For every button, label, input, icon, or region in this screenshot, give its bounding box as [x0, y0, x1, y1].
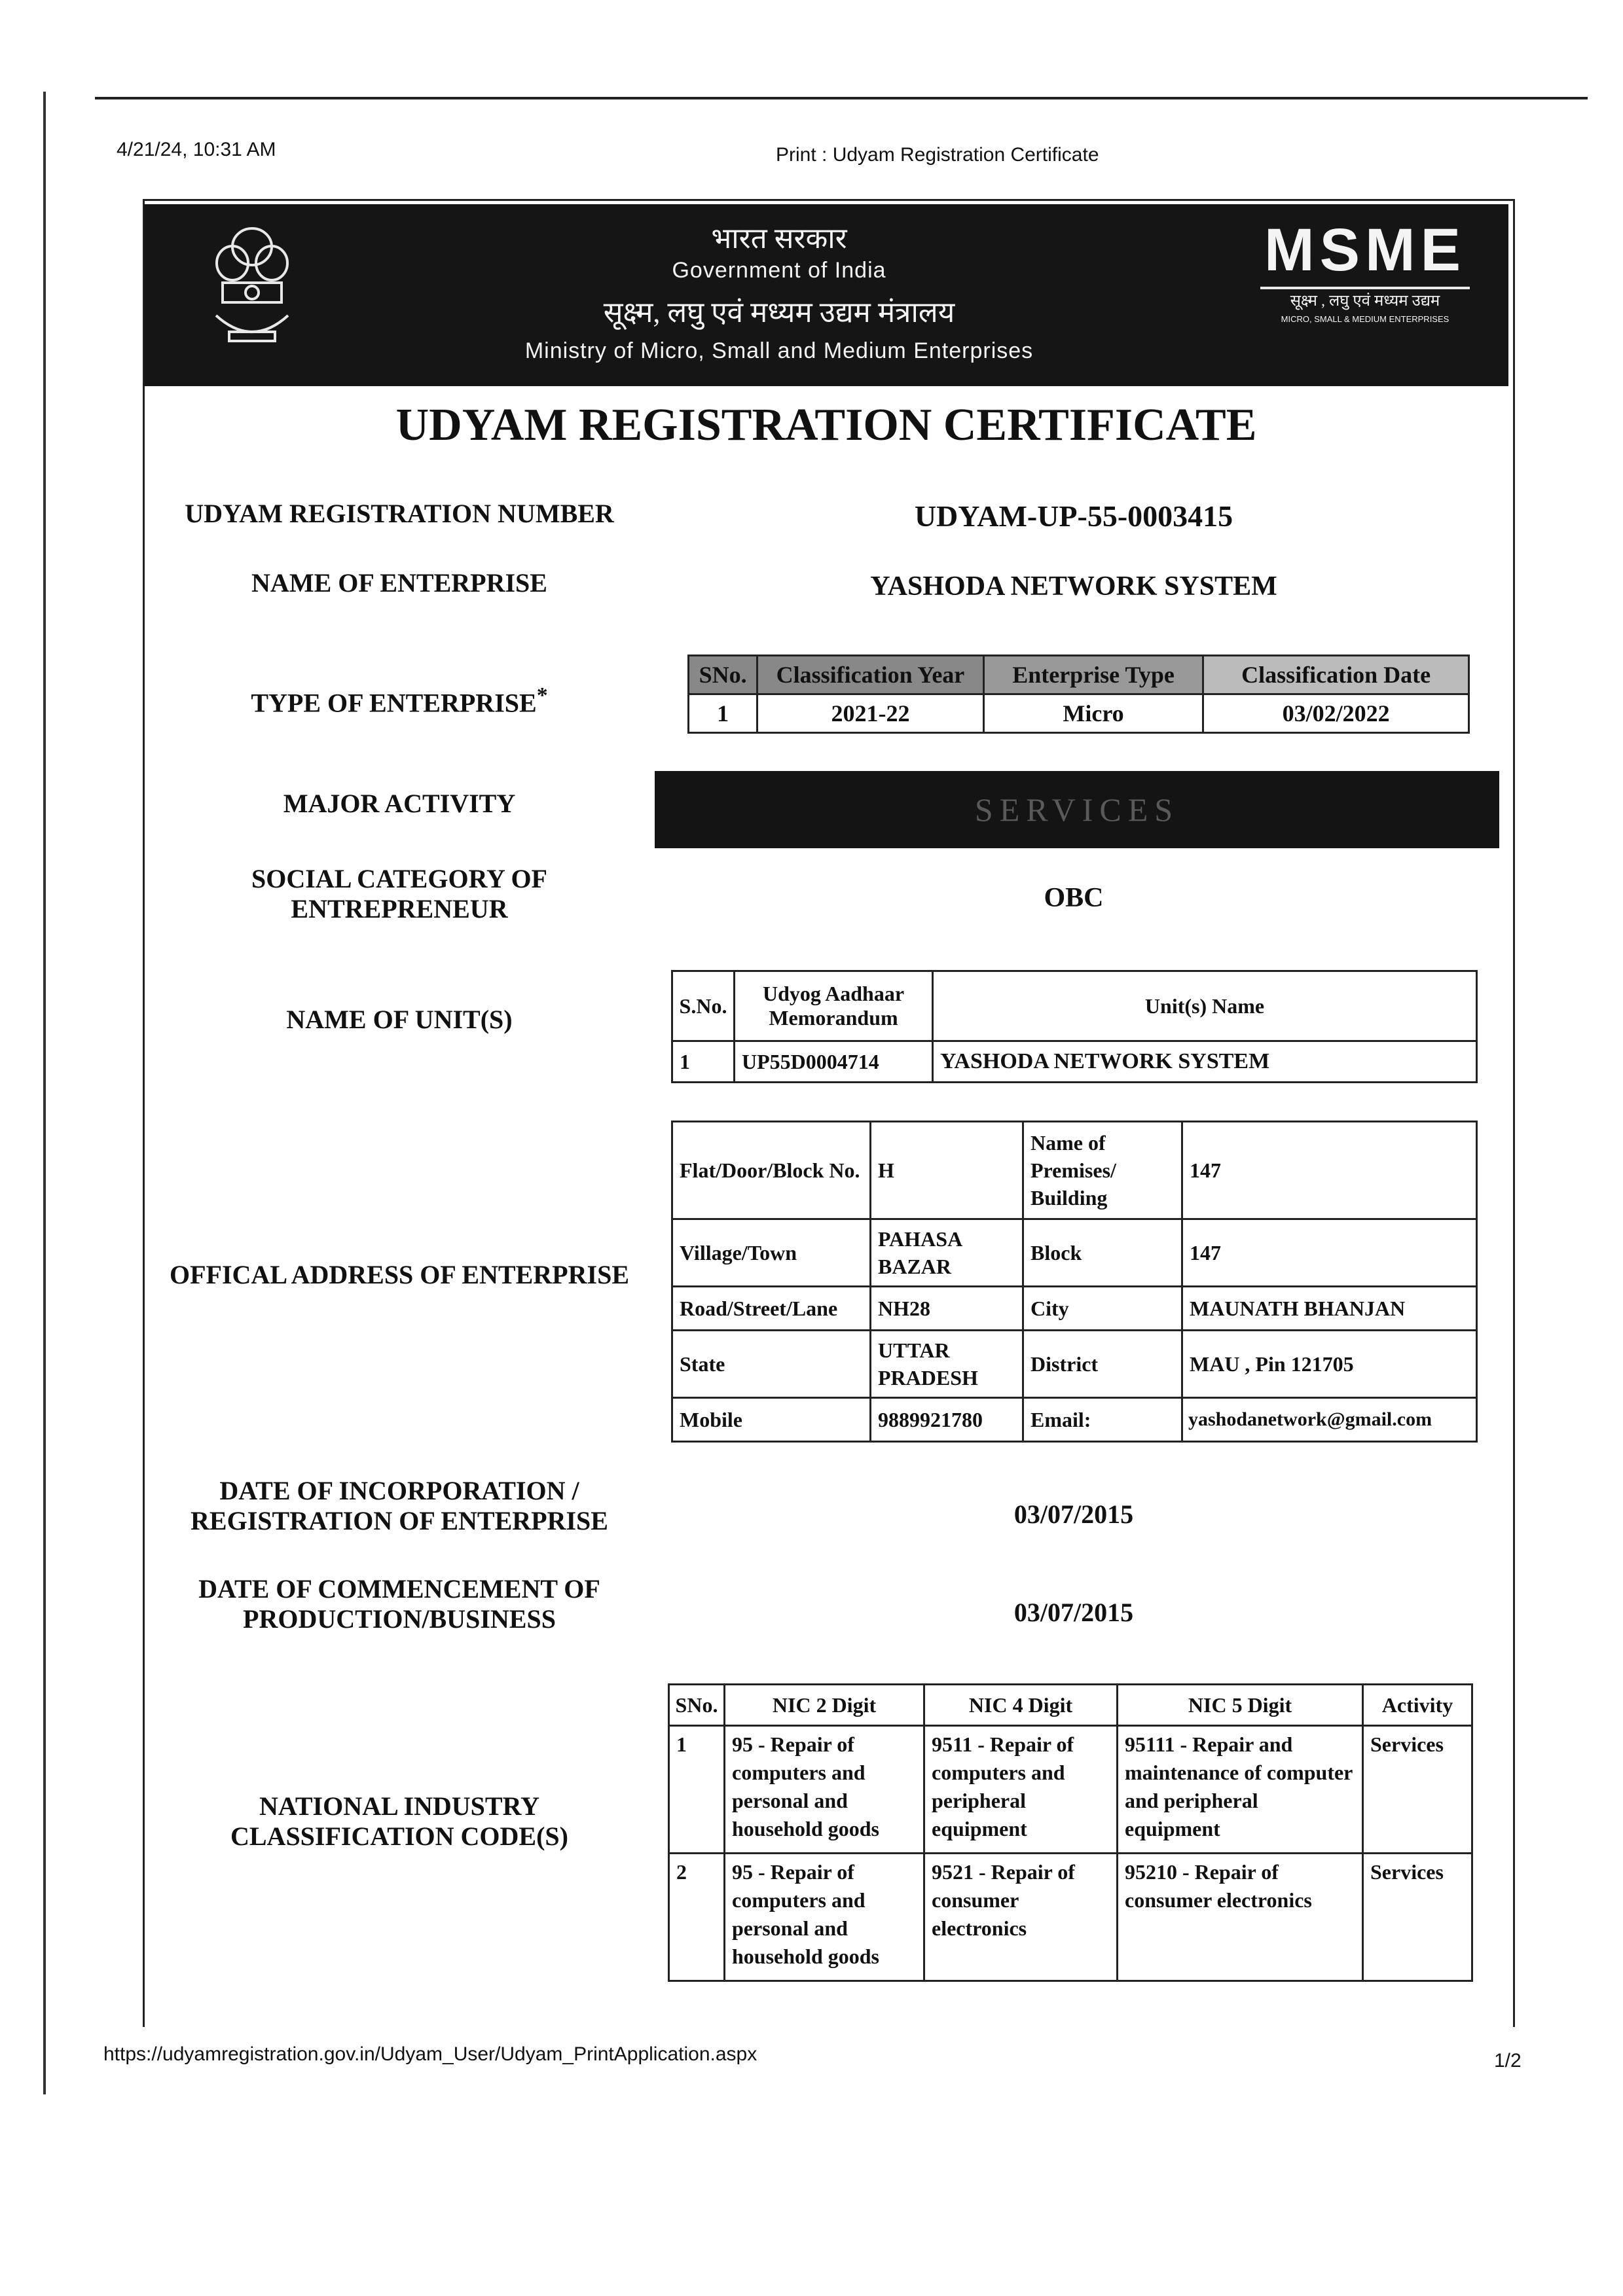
- national-emblem-icon: [203, 217, 301, 361]
- enterprise-name-value: YASHODA NETWORK SYSTEM: [870, 571, 1277, 601]
- enterprise-type-table: [687, 655, 1470, 734]
- table-header: Classification Year: [757, 656, 984, 694]
- table-cell: UP55D0004714: [735, 1041, 933, 1083]
- commencement-date-value: 03/07/2015: [1013, 1598, 1134, 1627]
- table-row: [689, 694, 1469, 733]
- scan-edge-mark: [43, 92, 46, 2094]
- table-cell: H: [871, 1122, 1023, 1219]
- table-cell: 03/02/2022: [1203, 694, 1469, 733]
- government-banner: [144, 204, 1508, 386]
- incorporation-label-line2: REGISTRATION OF ENTERPRISE: [191, 1506, 608, 1535]
- table-cell: MAUNATH BHANJAN: [1182, 1287, 1477, 1331]
- banner-government: Government of India: [672, 258, 886, 283]
- table-header: Unit(s) Name: [933, 971, 1477, 1041]
- major-activity-value: SERVICES: [974, 791, 1180, 828]
- table-cell: 9511 - Repair of computers and peripheral equipment: [924, 1726, 1118, 1854]
- enterprise-name-label: NAME OF ENTERPRISE: [251, 568, 547, 598]
- table-cell: Flat/Door/Block No.: [672, 1122, 871, 1219]
- table-cell: 1: [669, 1726, 725, 1854]
- table-cell: YASHODA NETWORK SYSTEM: [933, 1041, 1477, 1083]
- table-cell: Services: [1363, 1854, 1472, 1981]
- enterprise-type-label-text: TYPE OF ENTERPRISE: [251, 688, 537, 718]
- table-header: SNo.: [689, 656, 757, 694]
- enterprise-type-label: [151, 681, 648, 718]
- table-header: Udyog Aadhaar Memorandum: [735, 971, 933, 1041]
- table-cell: Village/Town: [672, 1219, 871, 1287]
- nic-label: [151, 1791, 648, 1852]
- incorporation-label-line1: DATE OF INCORPORATION /: [219, 1476, 579, 1505]
- table-cell: 9521 - Repair of consumer electronics: [924, 1854, 1118, 1981]
- table-cell: NH28: [871, 1287, 1023, 1331]
- table-row: [672, 1331, 1477, 1398]
- required-asterisk: *: [536, 683, 548, 708]
- nic-table: [668, 1683, 1473, 1982]
- table-cell: City: [1023, 1287, 1182, 1331]
- table-cell: 95210 - Repair of consumer electronics: [1118, 1854, 1363, 1981]
- print-url: https://udyamregistration.gov.in/Udyam_User/Udyam_PrintApplication.aspx: [103, 2043, 757, 2065]
- table-row: [669, 1854, 1472, 1981]
- nic-label-line2: CLASSIFICATION CODE(S): [230, 1821, 568, 1851]
- scan-top-line: [95, 97, 1588, 99]
- table-header: SNo.: [669, 1685, 725, 1726]
- table-header: Activity: [1363, 1685, 1472, 1726]
- banner-ministry: Ministry of Micro, Small and Medium Enterprises: [524, 338, 1034, 363]
- table-header: S.No.: [672, 971, 735, 1041]
- address-table: [671, 1121, 1478, 1443]
- table-header: Enterprise Type: [983, 656, 1203, 694]
- table-cell: 2: [669, 1854, 725, 1981]
- table-cell: Mobile: [672, 1398, 871, 1442]
- table-row: [669, 1726, 1472, 1854]
- table-row: [672, 1287, 1477, 1331]
- print-title: Print : Udyam Registration Certificate: [776, 144, 1099, 166]
- table-row: [672, 1398, 1477, 1442]
- units-label: NAME OF UNIT(S): [286, 1005, 513, 1034]
- table-cell: 95 - Repair of computers and personal and household goods: [725, 1854, 924, 1981]
- print-timestamp: 4/21/24, 10:31 AM: [117, 139, 276, 160]
- email-cell: yashodanetwork@gmail.com: [1182, 1398, 1477, 1442]
- incorporation-date-label: [151, 1476, 648, 1536]
- table-cell: 147: [1182, 1219, 1477, 1287]
- reg-number-label: UDYAM REGISTRATION NUMBER: [185, 499, 614, 528]
- msme-hindi: सूक्ष्म , लघु एवं मध्यम उद्यम: [1290, 293, 1440, 310]
- table-cell: Name of Premises/ Building: [1023, 1122, 1182, 1219]
- msme-logo: MSME: [1264, 217, 1466, 283]
- nic-label-line1: NATIONAL INDUSTRY: [259, 1791, 539, 1821]
- table-header-row: [669, 1685, 1472, 1726]
- table-row: [672, 1041, 1477, 1083]
- table-cell: 9889921780: [871, 1398, 1023, 1442]
- table-cell: 95 - Repair of computers and personal and household goods: [725, 1726, 924, 1854]
- units-table: [671, 970, 1478, 1083]
- table-cell: Services: [1363, 1726, 1472, 1854]
- table-cell: 147: [1182, 1122, 1477, 1219]
- table-row: [672, 1219, 1477, 1287]
- table-header: NIC 4 Digit: [924, 1685, 1118, 1726]
- reg-number-value: UDYAM-UP-55-0003415: [914, 499, 1233, 533]
- table-cell: 1: [672, 1041, 735, 1083]
- table-header: Classification Date: [1203, 656, 1469, 694]
- incorporation-date-value: 03/07/2015: [1013, 1499, 1134, 1529]
- page-number: 1/2: [1494, 2050, 1522, 2072]
- certificate-title: UDYAM REGISTRATION CERTIFICATE: [395, 400, 1257, 450]
- table-cell: Road/Street/Lane: [672, 1287, 871, 1331]
- table-cell: PAHASA BAZAR: [871, 1219, 1023, 1287]
- table-cell: State: [672, 1331, 871, 1398]
- table-cell: MAU , Pin 121705: [1182, 1331, 1477, 1398]
- table-cell: 95111 - Repair and maintenance of computer and peripheral equipment: [1118, 1726, 1363, 1854]
- social-category-label: [151, 864, 648, 924]
- banner-hindi-ministry: सूक्ष्म, लघु एवं मध्यम उद्यम मंत्रालय: [603, 296, 955, 329]
- table-cell: District: [1023, 1331, 1182, 1398]
- commencement-date-label: [151, 1574, 648, 1634]
- table-header: NIC 2 Digit: [725, 1685, 924, 1726]
- table-cell: Email:: [1023, 1398, 1182, 1442]
- address-label: OFFICAL ADDRESS OF ENTERPRISE: [170, 1260, 629, 1289]
- social-category-label-line2: ENTREPRENEUR: [291, 894, 508, 924]
- banner-hindi-government: भारत सरकार: [711, 223, 847, 255]
- table-cell: UTTAR PRADESH: [871, 1331, 1023, 1398]
- social-category-label-line1: SOCIAL CATEGORY OF: [251, 864, 547, 893]
- table-header-row: [672, 971, 1477, 1041]
- table-cell: 2021-22: [757, 694, 984, 733]
- table-cell: 1: [689, 694, 757, 733]
- table-row: [672, 1122, 1477, 1219]
- major-activity-band: [655, 771, 1499, 848]
- table-header-row: [689, 656, 1469, 694]
- commencement-label-line1: DATE OF COMMENCEMENT OF: [198, 1574, 600, 1604]
- table-header: NIC 5 Digit: [1118, 1685, 1363, 1726]
- major-activity-label: MAJOR ACTIVITY: [283, 789, 516, 818]
- social-category-value: OBC: [1044, 883, 1104, 913]
- msme-tagline: MICRO, SMALL & MEDIUM ENTERPRISES: [1281, 314, 1450, 324]
- table-cell: Micro: [983, 694, 1203, 733]
- table-cell: Block: [1023, 1219, 1182, 1287]
- commencement-label-line2: PRODUCTION/BUSINESS: [243, 1604, 556, 1634]
